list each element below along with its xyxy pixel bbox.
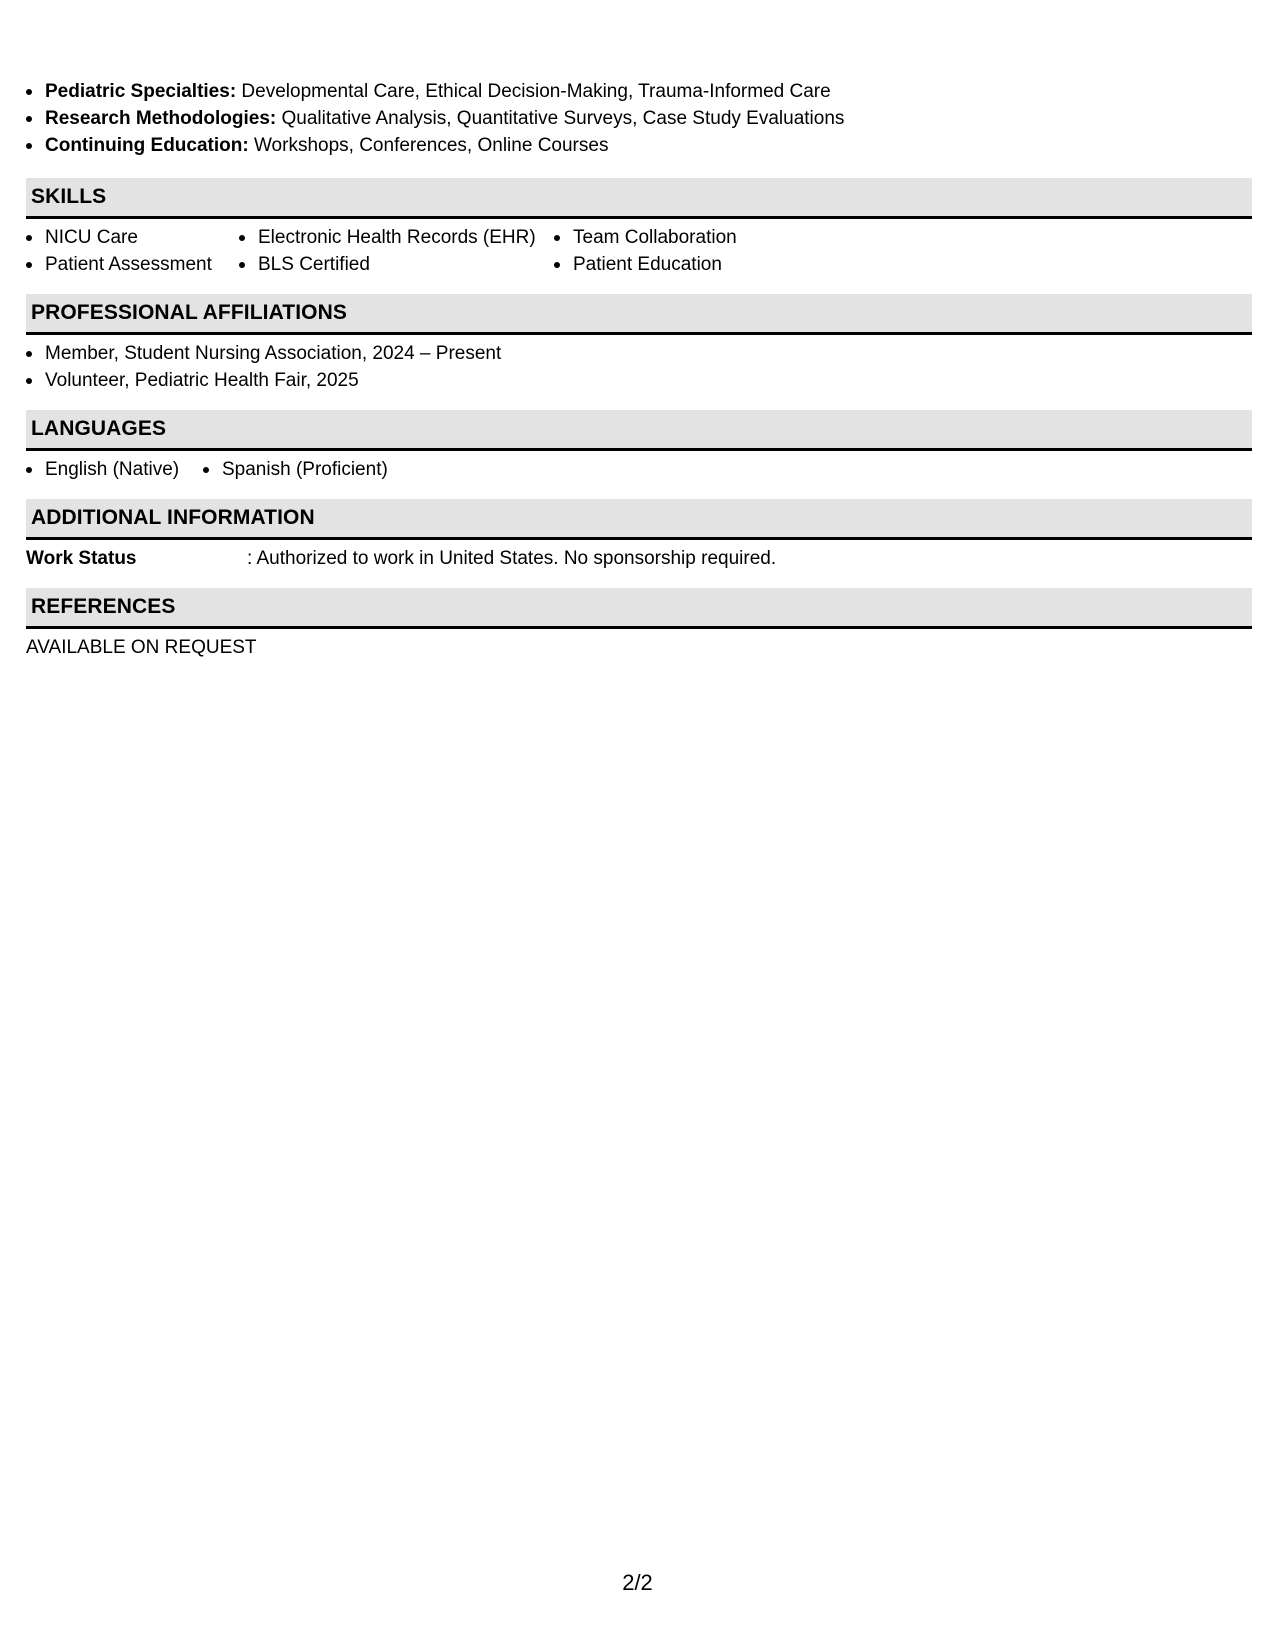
- skills-column: [26, 224, 239, 278]
- references-heading: REFERENCES: [26, 588, 1252, 629]
- affiliation-item: Volunteer, Pediatric Health Fair, 2025: [26, 367, 1252, 394]
- affiliations-heading: PROFESSIONAL AFFILIATIONS: [26, 294, 1252, 335]
- additional-info-heading: ADDITIONAL INFORMATION: [26, 499, 1252, 540]
- skill-item: Electronic Health Records (EHR): [239, 224, 554, 251]
- skills-heading: SKILLS: [26, 178, 1252, 219]
- language-item: Spanish (Proficient): [203, 456, 388, 483]
- language-column: [203, 456, 388, 483]
- skill-item: Patient Assessment: [26, 251, 239, 278]
- affiliations-list: [26, 340, 1252, 394]
- list-item: [26, 105, 1252, 132]
- work-status-row: [26, 545, 1252, 572]
- specialties-list: [26, 78, 1252, 159]
- page-number: 2/2: [622, 1570, 653, 1595]
- item-text: Workshops, Conferences, Online Courses: [248, 135, 609, 156]
- affiliation-item: Member, Student Nursing Association, 2024 – Present: [26, 340, 1252, 367]
- list-item: [26, 132, 1252, 159]
- language-item: English (Native): [26, 456, 203, 483]
- languages-row: [26, 456, 1252, 483]
- language-column: [26, 456, 203, 483]
- skill-item: Team Collaboration: [554, 224, 854, 251]
- item-text: Developmental Care, Ethical Decision-Making, Trauma-Informed Care: [236, 81, 831, 102]
- work-status-value: : Authorized to work in United States. No sponsorship required.: [247, 548, 777, 569]
- skill-item: BLS Certified: [239, 251, 554, 278]
- skills-column: [239, 224, 554, 278]
- item-label: Continuing Education:: [45, 135, 249, 156]
- item-label: Pediatric Specialties:: [45, 81, 237, 102]
- item-text: Qualitative Analysis, Quantitative Surveys, Case Study Evaluations: [276, 108, 845, 129]
- skills-grid: [26, 224, 1252, 278]
- list-item: [26, 78, 1252, 105]
- resume-page: [26, 78, 1252, 661]
- skill-item: NICU Care: [26, 224, 239, 251]
- work-status-label: Work Status: [26, 548, 137, 569]
- skills-column: [554, 224, 854, 278]
- item-label: Research Methodologies:: [45, 108, 277, 129]
- languages-heading: LANGUAGES: [26, 410, 1252, 451]
- skill-item: Patient Education: [554, 251, 854, 278]
- references-text: AVAILABLE ON REQUEST: [26, 637, 257, 658]
